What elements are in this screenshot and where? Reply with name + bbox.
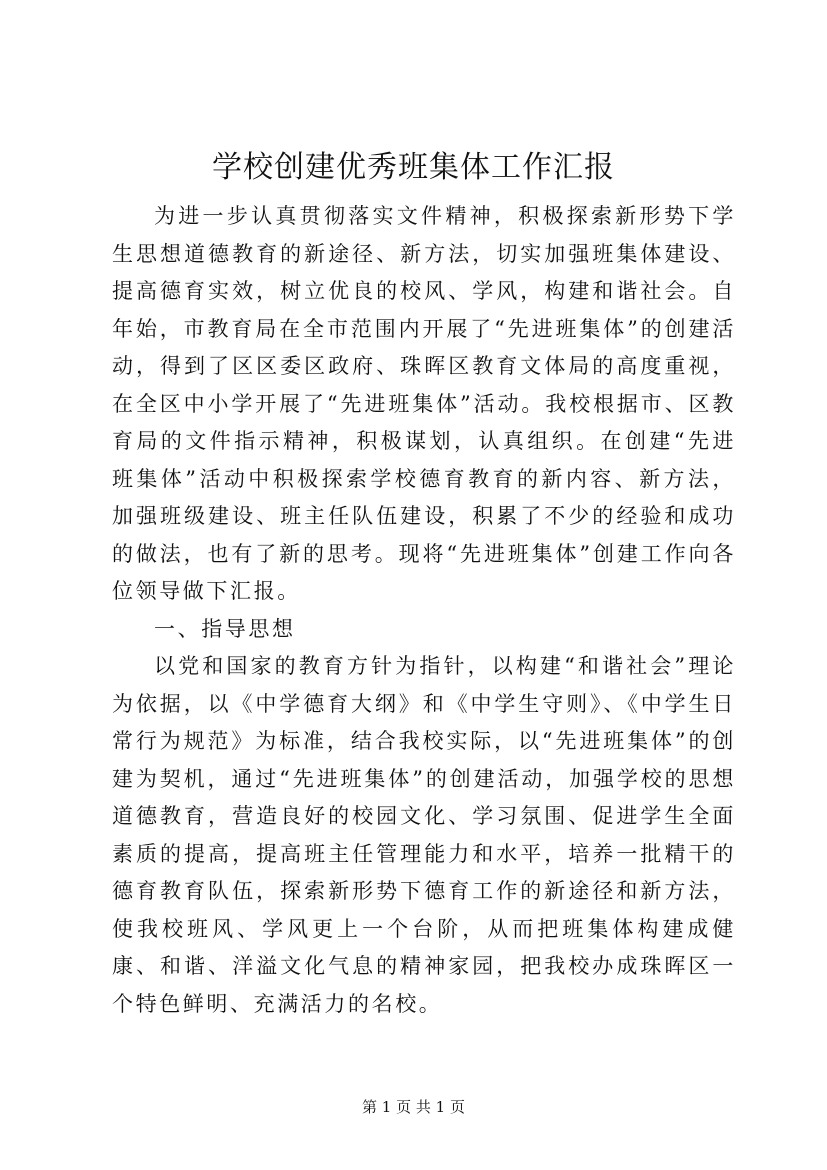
document-body xyxy=(112,198,736,1023)
document-title: 学校创建优秀班集体工作汇报 xyxy=(212,150,615,185)
section-heading-guiding-ideology: 一、指导思想 xyxy=(154,616,296,641)
paragraph-intro: 为进一步认真贯彻落实文件精神，积极探索新形势下学生思想道德教育的新途径、新方法，切实加强班集体建设、提高德育实效，树立优良的校风、学风，构建和谐社会。自年始，市教育局在全市范围内开展了“先进班集体”的创建活动，得到了区区委区政府、珠晖区教育文体局的高度重视，在全区中小学开展了“先进班集体”活动。我校根据市、区教育局的文件指示精神，积极谋划，认真组织。在创建“先进班集体”活动中积极探索学校德育教育的新内容、新方法，加强班级建设、班主任队伍建设，积累了不少的经验和成功的做法，也有了新的思考。现将“先进班集体”创建工作向各位领导做下汇报。 xyxy=(112,204,736,603)
paragraph-guiding-ideology: 以党和国家的教育方针为指针，以构建“和谐社会”理论为依据，以《中学德育大纲》和《中学生守则》、《中学生日常行为规范》为标准，结合我校实际，以“先进班集体”的创建为契机，通过“先进班集体”的创建活动，加强学校的思想道德教育，营造良好的校园文化、学习氛围、促进学生全面素质的提高，提高班主任管理能力和水平，培养一批精干的德育教育队伍，探索新形势下德育工作的新途径和新方法，使我校班风、学风更上一个台阶，从而把班集体构建成健康、和谐、洋溢文化气息的精神家园，把我校办成珠晖区一个特色鲜明、充满活力的名校。 xyxy=(112,654,736,1016)
page-footer: 第 1 页 共 1 页 xyxy=(362,1098,465,1116)
